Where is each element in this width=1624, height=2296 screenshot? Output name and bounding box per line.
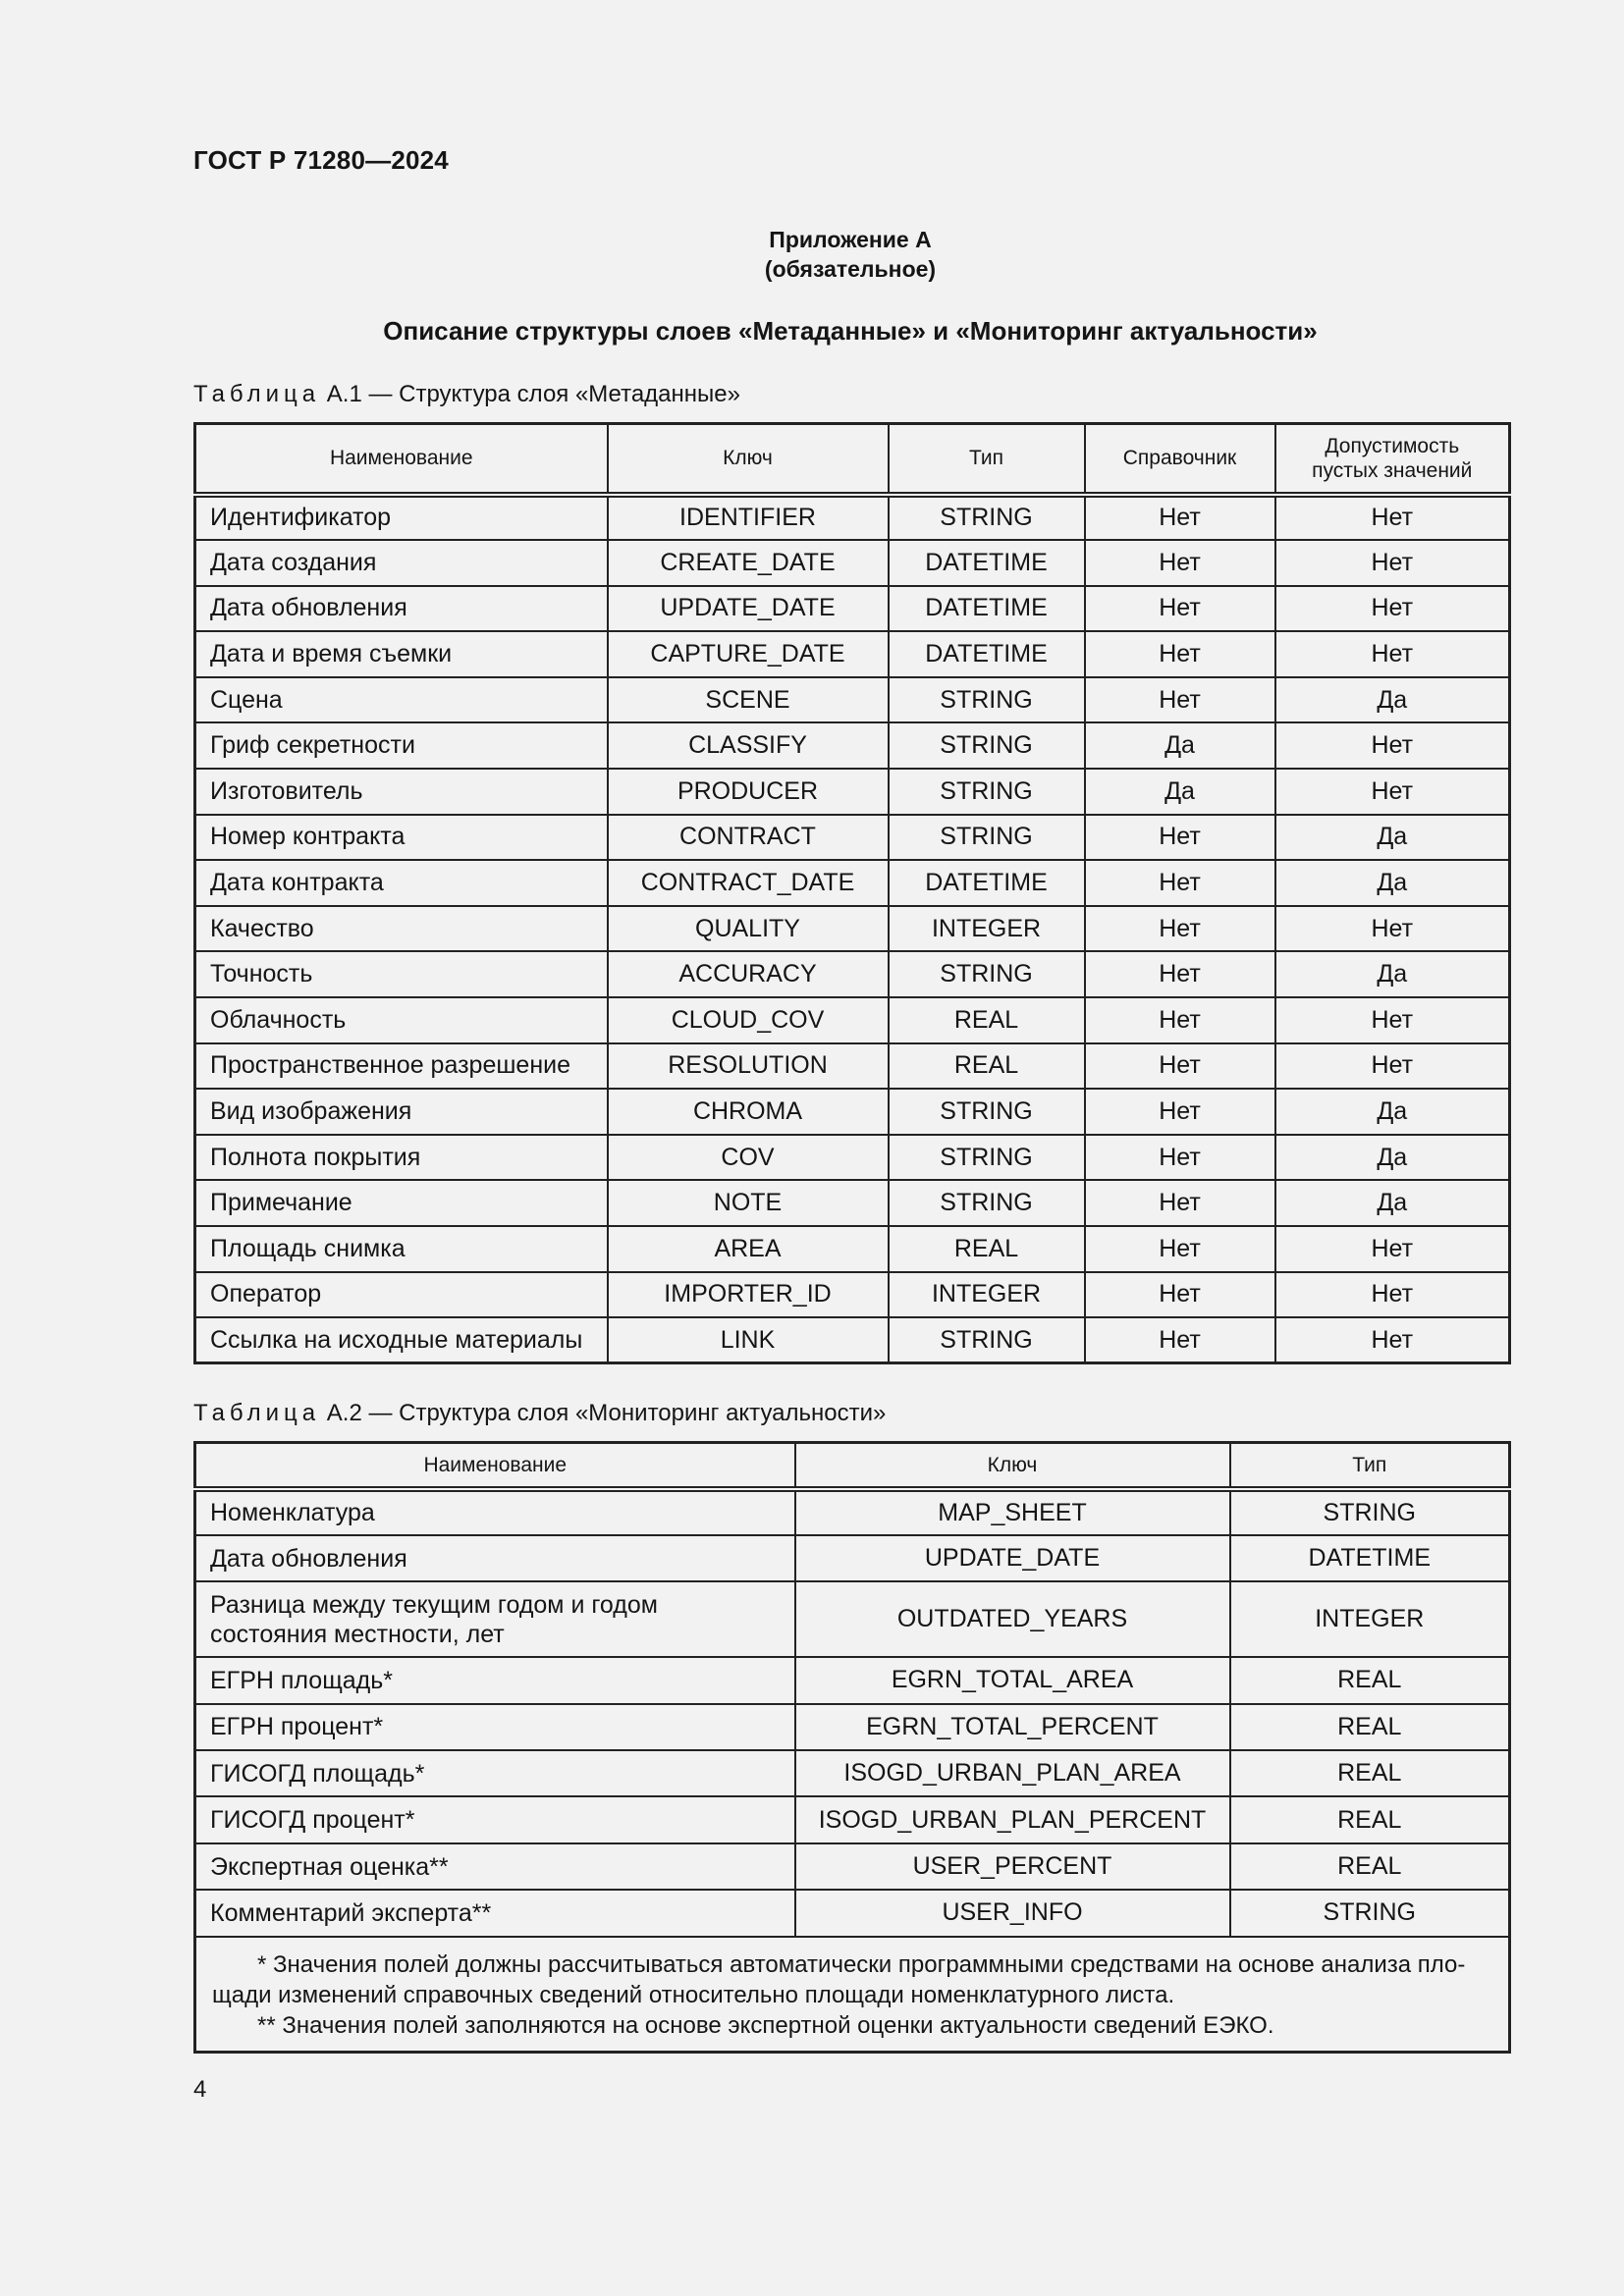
name-cell: Изготовитель <box>195 769 608 815</box>
key-cell: CAPTURE_DATE <box>608 631 889 677</box>
document-title: Описание структуры слоев «Метаданные» и «Мониторинг актуальности» <box>383 316 1318 346</box>
nullable-cell: Да <box>1275 951 1510 997</box>
table-row <box>195 906 1510 952</box>
type-cell: INTEGER <box>889 1272 1085 1318</box>
key-cell: CONTRACT <box>608 815 889 861</box>
footnotes-cell <box>195 1937 1510 2053</box>
table-row <box>195 1581 1510 1657</box>
table-row <box>195 1089 1510 1135</box>
name-cell: Дата и время съемки <box>195 631 608 677</box>
reference-cell: Нет <box>1085 1226 1275 1272</box>
nullable-cell: Нет <box>1275 1043 1510 1090</box>
name-cell: Гриф секретности <box>195 722 608 769</box>
type-cell: REAL <box>1230 1796 1510 1842</box>
name-cell: Оператор <box>195 1272 608 1318</box>
key-cell: CREATE_DATE <box>608 540 889 586</box>
key-cell: NOTE <box>608 1180 889 1226</box>
nullable-cell: Нет <box>1275 1272 1510 1318</box>
name-cell: Дата обновления <box>195 586 608 632</box>
key-cell: CLASSIFY <box>608 722 889 769</box>
reference-cell: Нет <box>1085 1317 1275 1363</box>
table-row <box>195 1890 1510 1936</box>
name-cell: ГИСОГД площадь* <box>195 1750 795 1796</box>
type-cell: REAL <box>889 997 1085 1043</box>
reference-cell: Нет <box>1085 631 1275 677</box>
name-cell: Примечание <box>195 1180 608 1226</box>
key-cell: IMPORTER_ID <box>608 1272 889 1318</box>
nullable-cell: Нет <box>1275 722 1510 769</box>
nullable-cell: Да <box>1275 1180 1510 1226</box>
table2-caption-text: А.2 — Структура слоя «Мониторинг актуальности» <box>320 1400 887 1426</box>
table-header-row <box>195 1443 1510 1489</box>
table-row <box>195 1843 1510 1890</box>
key-cell: EGRN_TOTAL_PERCENT <box>795 1704 1230 1750</box>
name-cell: Полнота покрытия <box>195 1135 608 1181</box>
table-row <box>195 586 1510 632</box>
reference-cell: Нет <box>1085 997 1275 1043</box>
key-cell: USER_PERCENT <box>795 1843 1230 1890</box>
key-cell: OUTDATED_YEARS <box>795 1581 1230 1657</box>
key-cell: USER_INFO <box>795 1890 1230 1936</box>
name-cell: Точность <box>195 951 608 997</box>
key-cell: COV <box>608 1135 889 1181</box>
key-cell: AREA <box>608 1226 889 1272</box>
type-cell: STRING <box>1230 1489 1510 1535</box>
name-cell: Разница между текущим годом и годом состояния местности, лет <box>195 1581 795 1657</box>
nullable-cell: Нет <box>1275 631 1510 677</box>
column-header: Наименование <box>195 424 608 495</box>
type-cell: STRING <box>1230 1890 1510 1936</box>
appendix-status: (обязательное) <box>764 256 937 282</box>
type-cell: STRING <box>889 769 1085 815</box>
column-header: Ключ <box>608 424 889 495</box>
key-cell: CHROMA <box>608 1089 889 1135</box>
table-row <box>195 1272 1510 1318</box>
type-cell: DATETIME <box>889 860 1085 906</box>
reference-cell: Нет <box>1085 860 1275 906</box>
table-row <box>195 1750 1510 1796</box>
key-cell: ISOGD_URBAN_PLAN_AREA <box>795 1750 1230 1796</box>
reference-cell: Нет <box>1085 815 1275 861</box>
table-row <box>195 1226 1510 1272</box>
column-header: Наименование <box>195 1443 795 1489</box>
name-cell: Номенклатура <box>195 1489 795 1535</box>
nullable-cell: Да <box>1275 677 1510 723</box>
type-cell: REAL <box>889 1043 1085 1090</box>
nullable-cell: Да <box>1275 1089 1510 1135</box>
name-cell: ЕГРН процент* <box>195 1704 795 1750</box>
reference-cell: Нет <box>1085 677 1275 723</box>
table-header-row <box>195 424 1510 495</box>
table2-caption <box>193 1400 886 1427</box>
key-cell: CONTRACT_DATE <box>608 860 889 906</box>
table-row <box>195 1535 1510 1581</box>
nullable-cell: Нет <box>1275 495 1510 541</box>
table1-caption-text: А.1 — Структура слоя «Метаданные» <box>320 381 740 407</box>
nullable-cell: Нет <box>1275 769 1510 815</box>
column-header: Тип <box>1230 1443 1510 1489</box>
reference-cell: Нет <box>1085 540 1275 586</box>
key-cell: RESOLUTION <box>608 1043 889 1090</box>
name-cell: Идентификатор <box>195 495 608 541</box>
type-cell: STRING <box>889 1180 1085 1226</box>
reference-cell: Нет <box>1085 951 1275 997</box>
reference-cell: Нет <box>1085 586 1275 632</box>
name-cell: Дата обновления <box>195 1535 795 1581</box>
table-row <box>195 677 1510 723</box>
type-cell: INTEGER <box>1230 1581 1510 1657</box>
table-row <box>195 1043 1510 1090</box>
key-cell: CLOUD_COV <box>608 997 889 1043</box>
key-cell: QUALITY <box>608 906 889 952</box>
nullable-cell: Нет <box>1275 1317 1510 1363</box>
reference-cell: Нет <box>1085 1043 1275 1090</box>
reference-cell: Нет <box>1085 906 1275 952</box>
key-cell: EGRN_TOTAL_AREA <box>795 1657 1230 1703</box>
nullable-cell: Да <box>1275 815 1510 861</box>
type-cell: INTEGER <box>889 906 1085 952</box>
reference-cell: Нет <box>1085 1089 1275 1135</box>
key-cell: ACCURACY <box>608 951 889 997</box>
nullable-cell: Нет <box>1275 540 1510 586</box>
name-cell: Ссылка на исходные материалы <box>195 1317 608 1363</box>
table-row <box>195 1180 1510 1226</box>
name-cell: Пространственное разрешение <box>195 1043 608 1090</box>
key-cell: ISOGD_URBAN_PLAN_PERCENT <box>795 1796 1230 1842</box>
type-cell: REAL <box>1230 1750 1510 1796</box>
table-row <box>195 540 1510 586</box>
appendix-heading <box>0 225 1624 284</box>
footnote: ** Значения полей заполняются на основе экспертной оценки актуальности сведений ЕЭКО. <box>257 2011 1274 2039</box>
reference-cell: Нет <box>1085 495 1275 541</box>
type-cell: STRING <box>889 815 1085 861</box>
name-cell: Сцена <box>195 677 608 723</box>
key-cell: LINK <box>608 1317 889 1363</box>
table-row <box>195 860 1510 906</box>
footnote: * Значения полей должны рассчитываться автоматически программными средствами на основе анализа площади изменений справочных сведений относительно площади номенклатурного листа. <box>212 1950 1466 2008</box>
type-cell: STRING <box>889 1317 1085 1363</box>
name-cell: Облачность <box>195 997 608 1043</box>
footnotes-row <box>195 1937 1510 2053</box>
nullable-cell: Да <box>1275 860 1510 906</box>
nullable-cell: Нет <box>1275 906 1510 952</box>
table-row <box>195 769 1510 815</box>
metadata-table <box>193 422 1511 1364</box>
table-row <box>195 1135 1510 1181</box>
table2-caption-word: Таблица <box>193 1400 321 1426</box>
column-header: Тип <box>889 424 1085 495</box>
type-cell: STRING <box>889 722 1085 769</box>
name-cell: ГИСОГД процент* <box>195 1796 795 1842</box>
table-row <box>195 722 1510 769</box>
nullable-cell: Да <box>1275 1135 1510 1181</box>
monitoring-table-body <box>195 1489 1510 2053</box>
table-row <box>195 1704 1510 1750</box>
reference-cell: Да <box>1085 769 1275 815</box>
table-row <box>195 815 1510 861</box>
page-number: 4 <box>193 2076 207 2103</box>
type-cell: DATETIME <box>1230 1535 1510 1581</box>
name-cell: Качество <box>195 906 608 952</box>
type-cell: STRING <box>889 677 1085 723</box>
reference-cell: Да <box>1085 722 1275 769</box>
type-cell: STRING <box>889 1135 1085 1181</box>
table1-caption-word: Таблица <box>193 381 321 407</box>
name-cell: Комментарий эксперта** <box>195 1890 795 1936</box>
name-cell: Вид изображения <box>195 1089 608 1135</box>
type-cell: REAL <box>1230 1657 1510 1703</box>
name-cell: Экспертная оценка** <box>195 1843 795 1890</box>
key-cell: UPDATE_DATE <box>795 1535 1230 1581</box>
table-row <box>195 1317 1510 1363</box>
monitoring-table <box>193 1441 1511 2054</box>
column-header: Справочник <box>1085 424 1275 495</box>
document-code: ГОСТ Р 71280—2024 <box>193 145 449 175</box>
type-cell: REAL <box>889 1226 1085 1272</box>
table-row <box>195 1489 1510 1535</box>
type-cell: DATETIME <box>889 540 1085 586</box>
key-cell: SCENE <box>608 677 889 723</box>
table-row <box>195 631 1510 677</box>
type-cell: REAL <box>1230 1843 1510 1890</box>
type-cell: STRING <box>889 951 1085 997</box>
reference-cell: Нет <box>1085 1272 1275 1318</box>
type-cell: DATETIME <box>889 631 1085 677</box>
table1-caption <box>193 381 740 408</box>
name-cell: Дата создания <box>195 540 608 586</box>
reference-cell: Нет <box>1085 1180 1275 1226</box>
type-cell: REAL <box>1230 1704 1510 1750</box>
nullable-cell: Нет <box>1275 1226 1510 1272</box>
key-cell: MAP_SHEET <box>795 1489 1230 1535</box>
type-cell: STRING <box>889 495 1085 541</box>
table-row <box>195 495 1510 541</box>
nullable-cell: Нет <box>1275 586 1510 632</box>
key-cell: PRODUCER <box>608 769 889 815</box>
reference-cell: Нет <box>1085 1135 1275 1181</box>
metadata-table-body <box>195 495 1510 1363</box>
key-cell: UPDATE_DATE <box>608 586 889 632</box>
table-row <box>195 951 1510 997</box>
table-row <box>195 1657 1510 1703</box>
name-cell: Дата контракта <box>195 860 608 906</box>
column-header: Ключ <box>795 1443 1230 1489</box>
column-header: Допустимость пустых значений <box>1275 424 1510 495</box>
table-row <box>195 1796 1510 1842</box>
name-cell: ЕГРН площадь* <box>195 1657 795 1703</box>
name-cell: Номер контракта <box>195 815 608 861</box>
name-cell: Площадь снимка <box>195 1226 608 1272</box>
table-row <box>195 997 1510 1043</box>
appendix-title: Приложение А <box>769 227 932 252</box>
type-cell: DATETIME <box>889 586 1085 632</box>
type-cell: STRING <box>889 1089 1085 1135</box>
key-cell: IDENTIFIER <box>608 495 889 541</box>
nullable-cell: Нет <box>1275 997 1510 1043</box>
